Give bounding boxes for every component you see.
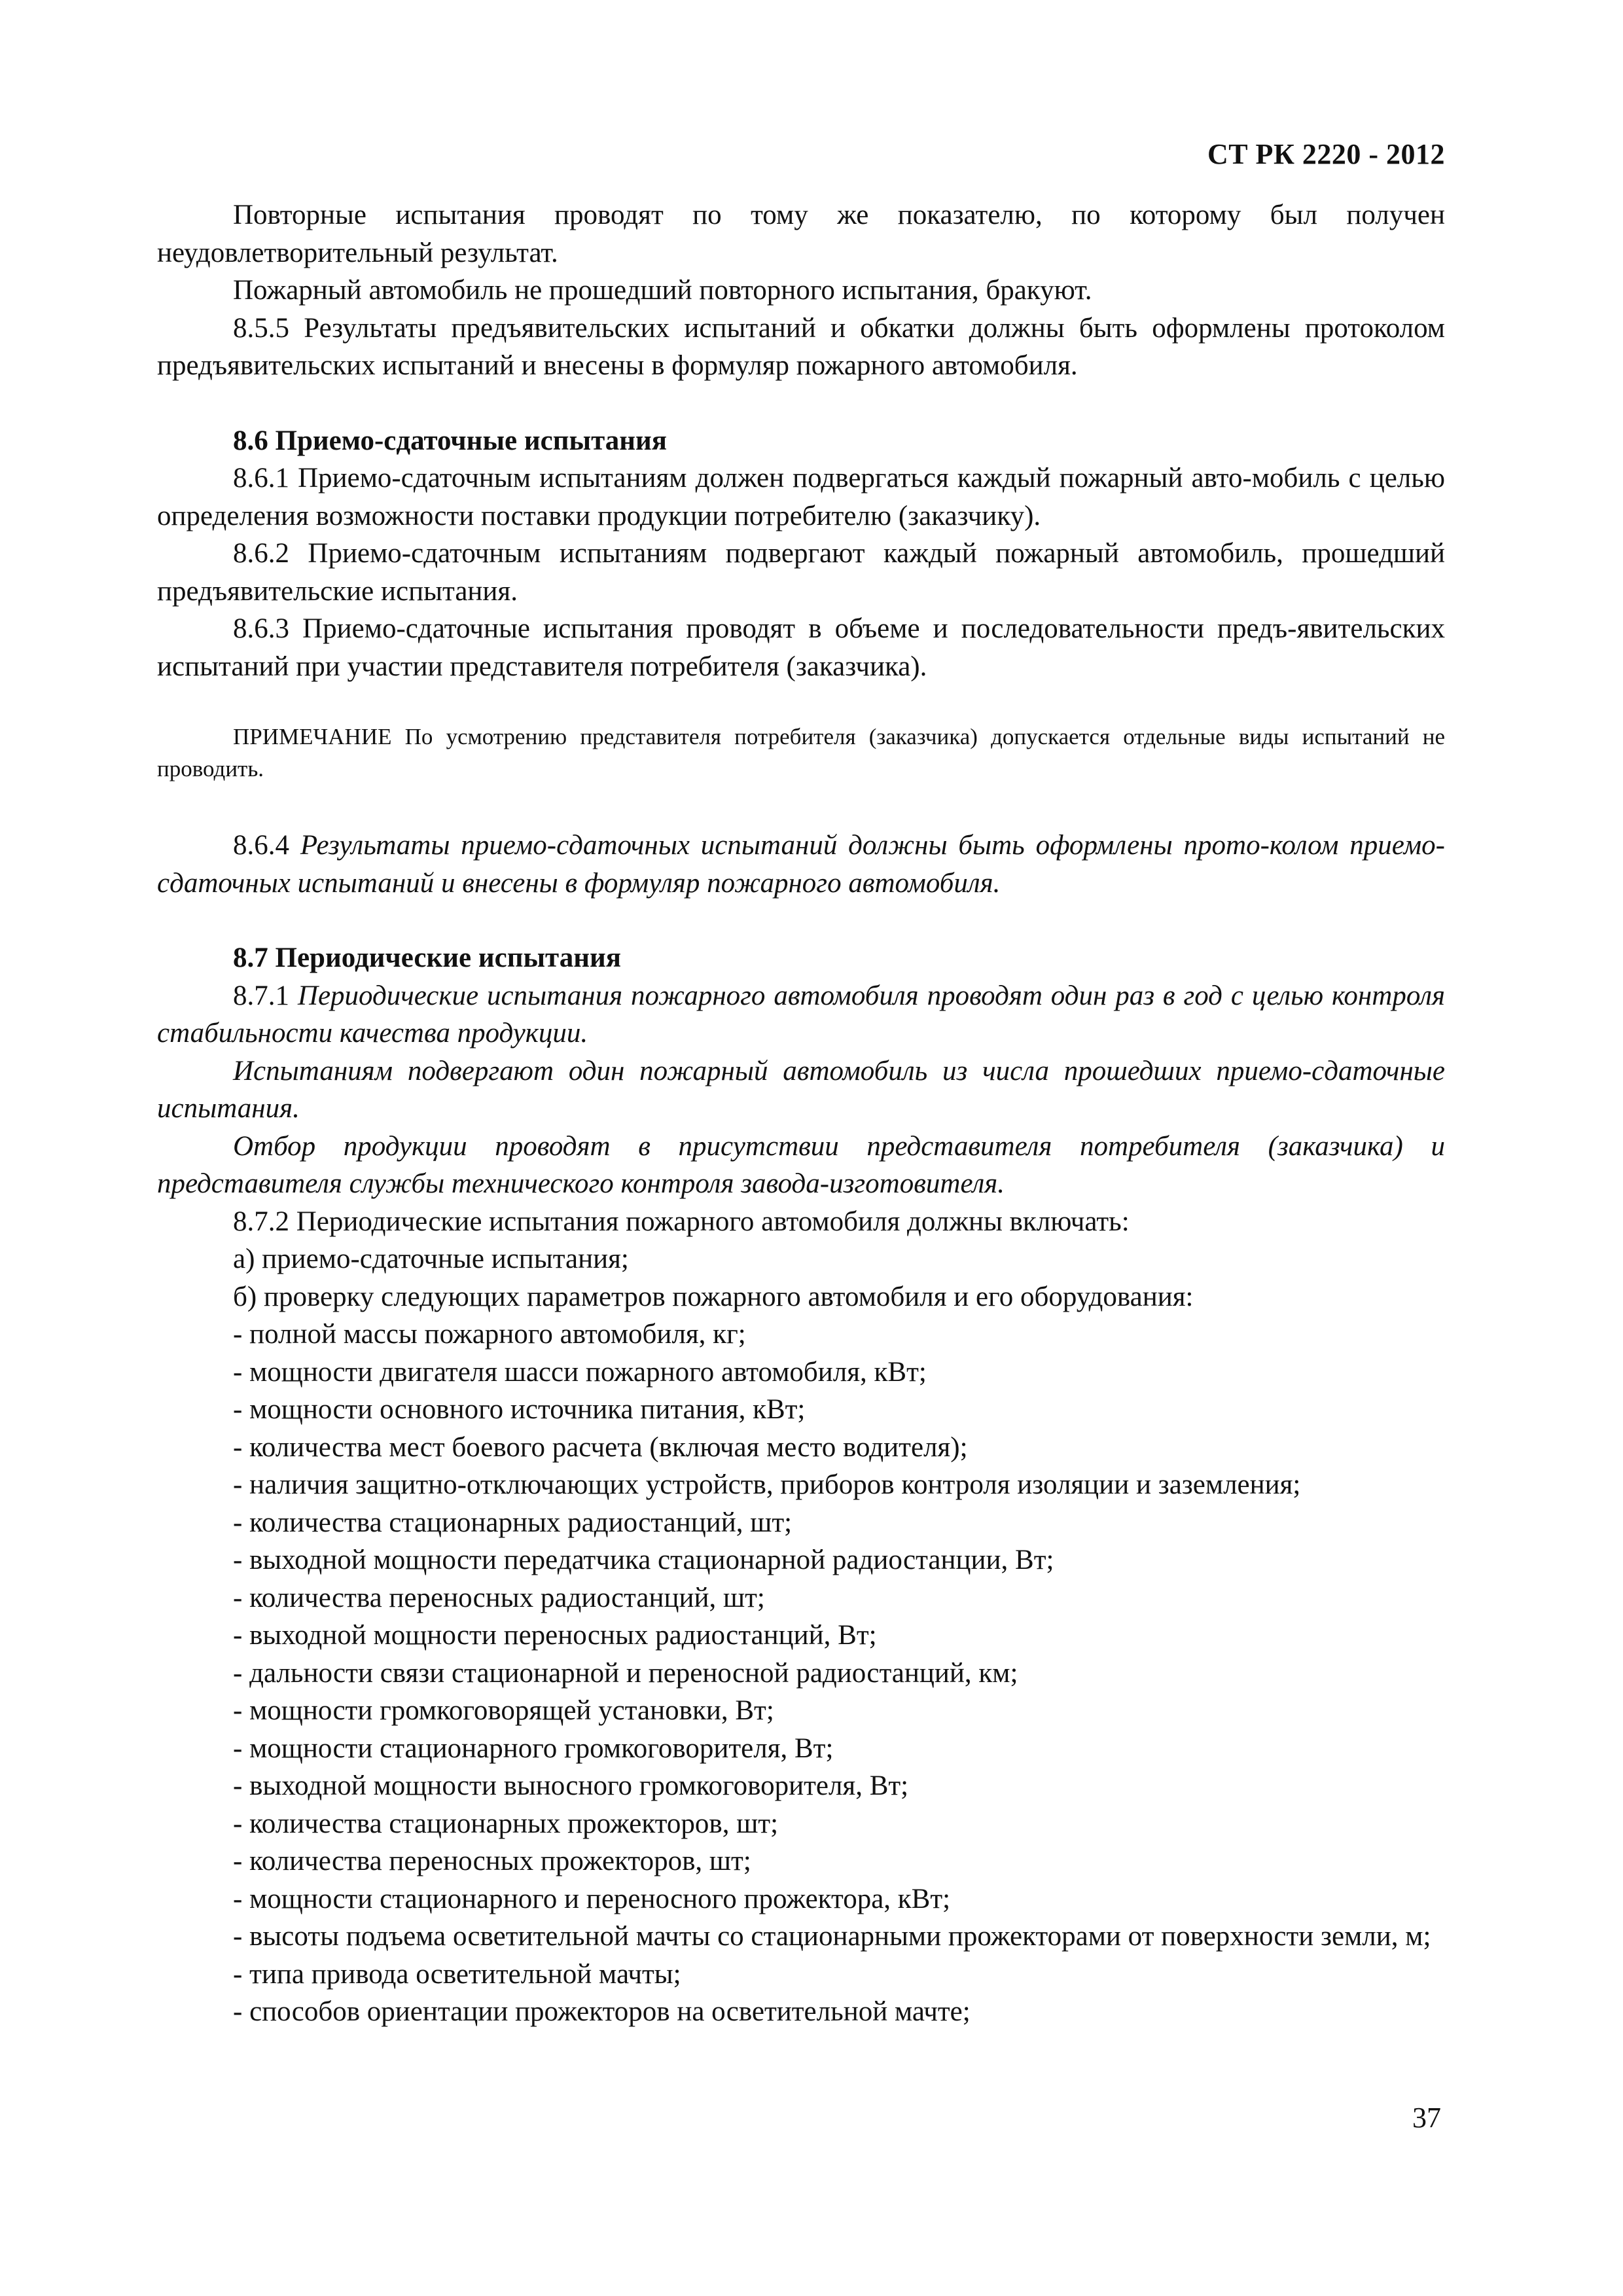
clause-text-8-7-1: Периодические испытания пожарного автомобиля проводят один раз в год с целью контроля стабильности качества продукции. bbox=[157, 980, 1445, 1049]
paragraph-repeat-tests: Повторные испытания проводят по тому же показателю, по которому был получен неудовлетворительный результат. bbox=[157, 200, 1445, 268]
list-item: - дальности связи стационарной и переносной радиостанций, км; bbox=[233, 1657, 1018, 1689]
list-item: - наличия защитно-отключающих устройств, приборов контроля изоляции и заземления; bbox=[233, 1469, 1301, 1500]
paragraph-item-b: б) проверку следующих параметров пожарного автомобиля и его оборудования: bbox=[233, 1281, 1194, 1312]
list-item: - типа привода осветительной мачты; bbox=[233, 1958, 681, 1990]
paragraph-8-7-2: 8.7.2 Периодические испытания пожарного автомобиля должны включать: bbox=[233, 1206, 1130, 1237]
paragraph-8-5-5: 8.5.5 Результаты предъявительских испытаний и обкатки должны быть оформлены протоколом предъявительских испытаний и внесены в формуляр пожарного автомобиля. bbox=[157, 312, 1445, 381]
document-body bbox=[157, 196, 1445, 2031]
list-item: - полной массы пожарного автомобиля, кг; bbox=[233, 1319, 746, 1350]
list-item: - выходной мощности передатчика стационарной радиостанции, Вт; bbox=[233, 1545, 1054, 1575]
paragraph-8-6-4 bbox=[157, 827, 1445, 902]
section-heading-8-6: 8.6 Приемо-сдаточные испытания bbox=[233, 425, 668, 456]
clause-number-8-7-1: 8.7.1 bbox=[233, 980, 289, 1011]
list-item: - мощности стационарного громкоговорителя, Вт; bbox=[233, 1732, 834, 1764]
paragraph-sample-selection: Испытаниям подвергают один пожарный автомобиль из числа прошедших приемо-сдаточные испытания. bbox=[157, 1055, 1445, 1124]
page-number: 37 bbox=[1412, 2102, 1441, 2134]
list-item: - количества стационарных прожекторов, шт; bbox=[233, 1808, 779, 1839]
clause-text-8-6-4: Результаты приемо-сдаточных испытаний должны быть оформлены прото-колом приемо-сдаточных испытаний и внесены в формуляр пожарного автомобиля. bbox=[157, 830, 1445, 899]
list-item: - мощности стационарного и переносного прожектора, кВт; bbox=[233, 1883, 951, 1914]
list-item: - мощности двигателя шасси пожарного автомобиля, кВт; bbox=[233, 1356, 927, 1388]
list-item: - количества мест боевого расчета (включая место водителя); bbox=[233, 1431, 968, 1463]
paragraph-item-a: а) приемо-сдаточные испытания; bbox=[233, 1244, 629, 1274]
paragraph-8-6-3: 8.6.3 Приемо-сдаточные испытания проводят в объеме и последовательности предъ-явительских испытаний при участии представителя потребителя (заказчика). bbox=[157, 613, 1445, 682]
paragraph-8-6-1: 8.6.1 Приемо-сдаточным испытаниям должен подвергаться каждый пожарный авто-мобиль с целью определения возможности поставки продукции потребителю (заказчику). bbox=[157, 463, 1445, 531]
clause-number-8-6-4: 8.6.4 bbox=[233, 830, 289, 861]
list-item: - мощности громкоговорящей установки, Вт; bbox=[233, 1695, 774, 1726]
list-item: - способов ориентации прожекторов на осветительной мачте; bbox=[233, 1996, 971, 2027]
paragraph-8-7-1 bbox=[157, 977, 1445, 1052]
list-item: - высоты подъема осветительной мачты со стационарными прожекторами от поверхности земли, м; bbox=[233, 1921, 1431, 1952]
list-item: - количества стационарных радиостанций, шт; bbox=[233, 1507, 793, 1538]
list-item: - мощности основного источника питания, кВт; bbox=[233, 1394, 806, 1425]
note-paragraph: ПРИМЕЧАНИЕ По усмотрению представителя потребителя (заказчика) допускается отдельные виды испытаний не проводить. bbox=[157, 724, 1445, 781]
paragraph-rejection: Пожарный автомобиль не прошедший повторного испытания, бракуют. bbox=[233, 275, 1092, 306]
list-item: - выходной мощности переносных радиостанций, Вт; bbox=[233, 1620, 877, 1651]
paragraph-sampling-presence: Отбор продукции проводят в присутствии представителя потребителя (заказчика) и представителя службы технического контроля завода-изготовителя. bbox=[157, 1130, 1445, 1199]
section-heading-8-7: 8.7 Периодические испытания bbox=[233, 942, 622, 973]
list-item: - количества переносных прожекторов, шт; bbox=[233, 1846, 751, 1876]
list-item: - выходной мощности выносного громкоговорителя, Вт; bbox=[233, 1770, 909, 1801]
standard-code-header: СТ РК 2220 - 2012 bbox=[1207, 138, 1445, 170]
paragraph-8-6-2: 8.6.2 Приемо-сдаточным испытаниям подвергают каждый пожарный автомобиль, прошедший предъявительские испытания. bbox=[157, 538, 1445, 607]
list-item: - количества переносных радиостанций, шт; bbox=[233, 1582, 765, 1613]
